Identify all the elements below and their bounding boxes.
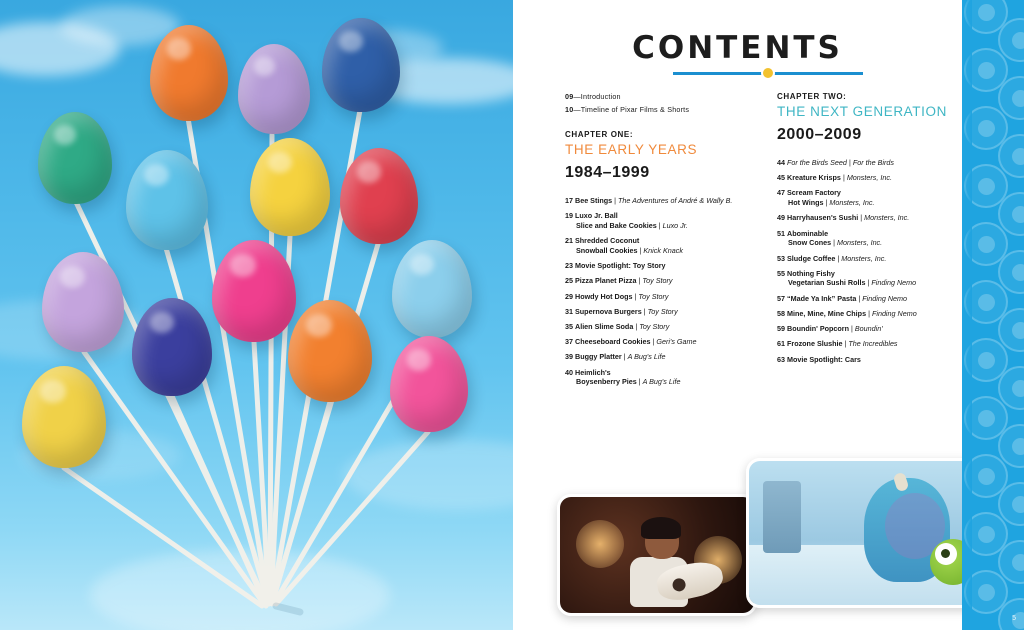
right-page-contents <box>513 0 1024 630</box>
candle-glow <box>576 520 624 568</box>
chapter-two-entries <box>777 158 961 364</box>
chapter-two-years-text: 2000–2009 <box>777 126 862 143</box>
contents-entry[interactable]: 17 Bee Stings | The Adventures of André & Wally B. <box>565 196 733 205</box>
contents-entry[interactable]: 49 Harryhausen's Sushi | Monsters, Inc. <box>777 213 910 223</box>
front-matter-item[interactable]: 10—Timeline of Pixar Films & Shorts <box>565 105 690 114</box>
front-matter-item[interactable]: 09—Introduction <box>565 92 621 101</box>
chapter-one-name: THE EARLY YEARS <box>565 142 698 157</box>
monsters-inc-sulley-mike-photo <box>746 458 991 608</box>
chapter-one-kicker: CHAPTER ONE: <box>565 130 634 139</box>
contents-column-one <box>565 92 749 393</box>
chapter-two-name: THE NEXT GENERATION <box>777 104 947 119</box>
contents-entry[interactable]: 55 Nothing Fishy Vegetarian Sushi Rolls | Finding Nemo <box>777 268 917 288</box>
title-dot-icon <box>761 66 775 80</box>
contents-columns <box>565 92 961 393</box>
contents-entry[interactable]: 21 Shredded Coconut Snowball Cookies | Knick Knack <box>565 236 683 255</box>
chapter-two-kicker: CHAPTER TWO: <box>777 92 847 101</box>
contents-entry[interactable]: 45 Kreature Krisps | Monsters, Inc. <box>777 173 892 183</box>
contents-entry[interactable]: 58 Mine, Mine, Mine Chips | Finding Nemo <box>777 308 917 318</box>
contents-entry[interactable]: 53 Sludge Coffee | Monsters, Inc. <box>777 253 887 263</box>
contents-entry[interactable]: 47 Scream Factory Hot Wings | Monsters, Inc. <box>777 188 875 208</box>
chapter-one-years <box>565 164 650 182</box>
contents-entry[interactable]: 63 Movie Spotlight: Cars <box>777 354 861 364</box>
door-prop <box>763 481 801 553</box>
contents-entry[interactable]: 59 Boundin' Popcorn | Boundin' <box>777 324 883 334</box>
chapter-two-years <box>777 126 862 144</box>
contents-entry[interactable]: 31 Supernova Burgers | Toy Story <box>565 306 678 316</box>
contents-entry[interactable]: 57 “Made Ya Ink” Pasta | Finding Nemo <box>777 293 908 303</box>
contents-entry[interactable]: 23 Movie Spotlight: Toy Story <box>565 261 666 271</box>
band-edge-gradient <box>962 0 972 630</box>
contents-entry[interactable]: 61 Frozone Slushie | The Incredibles <box>777 339 898 349</box>
contents-entry[interactable]: 44 For the Birds Seed | For the Birds <box>777 158 894 167</box>
mike-eye <box>935 543 957 565</box>
page-number: 5 <box>1012 615 1016 622</box>
contents-entry[interactable]: 25 Pizza Planet Pizza | Toy Story <box>565 276 673 286</box>
page-title: CONTENTS <box>632 30 843 66</box>
contents-column-two <box>777 92 961 393</box>
front-matter-list <box>565 92 749 114</box>
contents-entry[interactable]: 29 Howdy Hot Dogs | Toy Story <box>565 291 669 301</box>
contents-entry[interactable]: 19 Luxo Jr. Ball Slice and Bake Cookies | Luxo Jr. <box>565 211 688 230</box>
contents-entry[interactable]: 39 Buggy Platter | A Bug's Life <box>565 352 666 362</box>
contents-entry[interactable]: 51 Abominable Snow Cones | Monsters, Inc. <box>777 228 883 248</box>
coco-miguel-guitar-photo <box>557 494 757 616</box>
contents-entry[interactable]: 35 Alien Slime Soda | Toy Story <box>565 321 670 331</box>
contents-entry[interactable]: 37 Cheeseboard Cookies | Geri's Game <box>565 337 697 347</box>
chapter-one-entries <box>565 196 749 387</box>
character-hair <box>641 517 681 539</box>
decorative-band <box>962 0 1024 630</box>
contents-entry[interactable]: 40 Heimlich's Boysenberry Pies | A Bug's Life <box>565 367 681 387</box>
chapter-one-years-text: 1984–1999 <box>565 164 650 181</box>
